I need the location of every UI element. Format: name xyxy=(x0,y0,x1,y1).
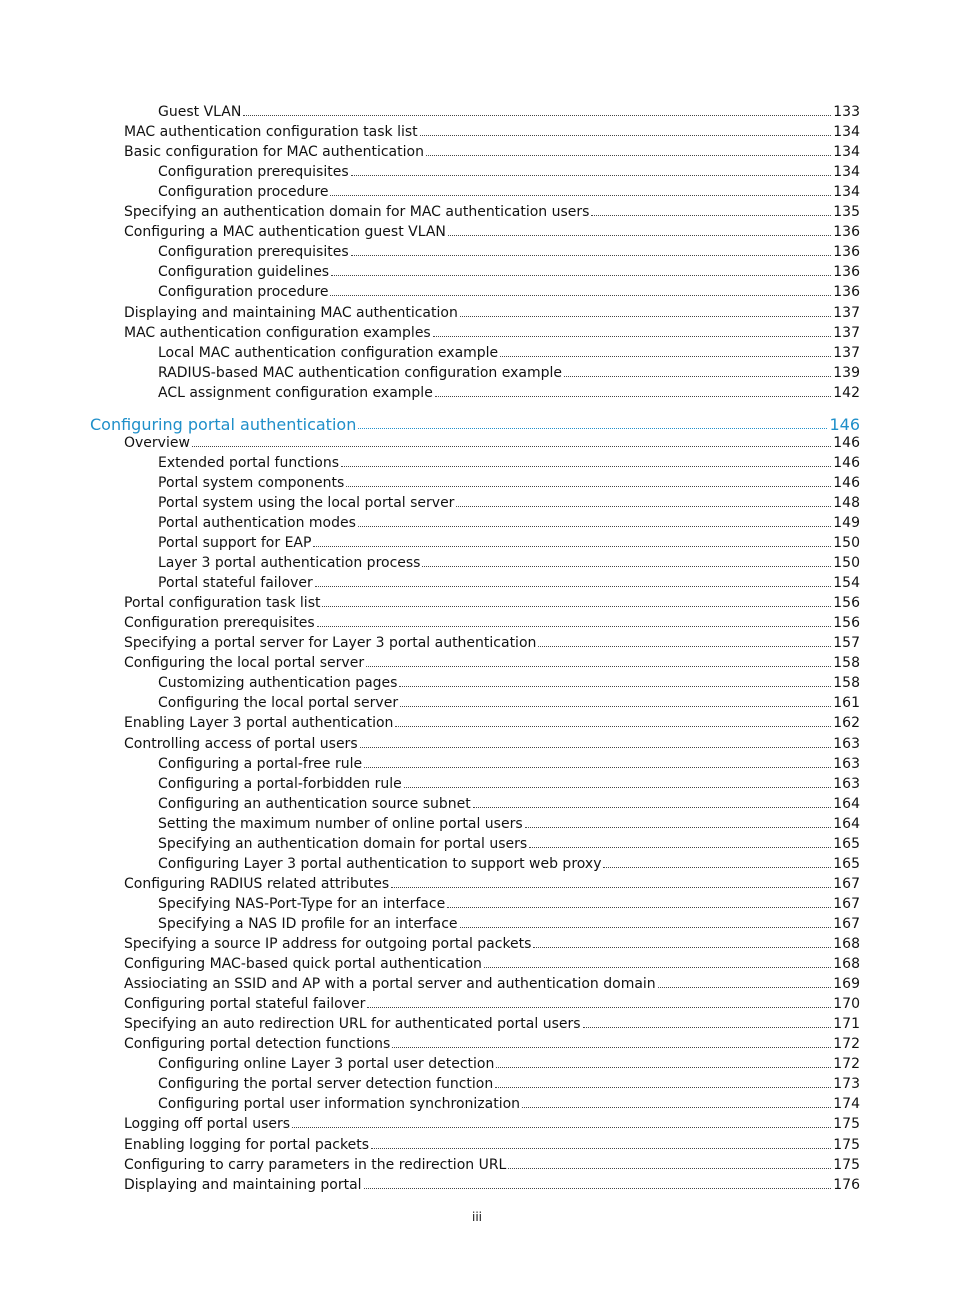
dot-leader xyxy=(292,1127,831,1128)
toc-entry[interactable] xyxy=(124,220,860,240)
toc-entry-title: Portal system using the local portal server xyxy=(158,494,455,511)
toc-entry[interactable] xyxy=(158,341,860,361)
toc-entry[interactable] xyxy=(124,932,860,952)
toc-entry-page: 137 xyxy=(833,304,860,321)
toc-entry-page: 136 xyxy=(833,224,860,241)
toc-entry[interactable] xyxy=(124,321,860,341)
dot-leader xyxy=(538,646,831,647)
dot-leader xyxy=(447,907,831,908)
dot-leader xyxy=(358,526,831,527)
toc-entry-page: 136 xyxy=(833,244,860,261)
toc-entry[interactable] xyxy=(158,531,860,551)
toc-entry[interactable] xyxy=(124,651,860,671)
toc-entry[interactable] xyxy=(124,1112,860,1132)
dot-leader xyxy=(395,726,831,727)
dot-leader xyxy=(422,566,831,567)
toc-entry-title: MAC authentication configuration task list xyxy=(124,124,418,141)
toc-entry-page: 146 xyxy=(833,474,860,491)
toc-entry[interactable] xyxy=(158,100,860,120)
toc-entry-page: 158 xyxy=(833,675,860,692)
dot-leader xyxy=(341,466,831,467)
dot-leader xyxy=(313,546,831,547)
toc-entry[interactable] xyxy=(158,571,860,591)
toc-entry-page: 158 xyxy=(833,655,860,672)
toc-entry-page: 167 xyxy=(833,895,860,912)
dot-leader xyxy=(358,428,827,429)
dot-leader xyxy=(456,506,831,507)
toc-entry[interactable] xyxy=(158,260,860,280)
toc-entry-title: Configuring MAC-based quick portal authentication xyxy=(124,956,482,973)
toc-entry-page: 156 xyxy=(833,615,860,632)
toc-entry-title: Configuring the local portal server xyxy=(158,695,399,712)
dot-leader xyxy=(658,987,832,988)
toc-entry-page: 146 xyxy=(833,434,860,451)
toc-entry[interactable] xyxy=(158,1092,860,1112)
toc-entry-page: 150 xyxy=(833,535,860,551)
dot-leader xyxy=(367,1007,831,1008)
toc-entry-title: Overview xyxy=(124,434,190,451)
toc-entry-page: 165 xyxy=(833,835,860,852)
dot-leader xyxy=(508,1168,831,1169)
toc-entry-title: Specifying a portal server for Layer 3 portal authentication xyxy=(124,635,537,652)
toc-entry-title: Portal support for EAP xyxy=(158,535,312,551)
toc-chapter-entry[interactable] xyxy=(90,411,860,433)
toc-entry-title: Customizing authentication pages xyxy=(158,675,398,692)
dot-leader xyxy=(404,787,832,788)
toc-entry[interactable] xyxy=(158,551,860,571)
dot-leader xyxy=(496,1067,831,1068)
toc-entry-title: Configuring a MAC authentication guest VLAN xyxy=(124,224,446,241)
dot-leader xyxy=(346,486,831,487)
toc-entry-title: Setting the maximum number of online portal users xyxy=(158,815,523,832)
toc-entry-title: Portal configuration task list xyxy=(124,595,321,612)
toc-entry-title: Configuring to carry parameters in the redirection URL xyxy=(124,1156,507,1173)
toc-entry-page: 167 xyxy=(833,875,860,892)
toc-entry-title: Enabling Layer 3 portal authentication xyxy=(124,715,394,732)
dot-leader xyxy=(400,706,831,707)
toc-entry[interactable] xyxy=(124,872,860,892)
dot-leader xyxy=(399,686,831,687)
dot-leader xyxy=(583,1027,832,1028)
toc-entry-title: RADIUS-based MAC authentication configuration example xyxy=(158,364,562,381)
toc-entry-title: Configuration guidelines xyxy=(158,264,330,281)
toc-entry-title: Configuring an authentication source subnet xyxy=(158,795,471,812)
toc-entry-page: 133 xyxy=(833,104,860,120)
dot-leader xyxy=(360,747,832,748)
toc-entry-title: ACL assignment configuration example xyxy=(158,384,433,401)
toc-entry-title: Guest VLAN xyxy=(158,104,242,120)
dot-leader xyxy=(500,356,831,357)
dot-leader xyxy=(364,767,831,768)
dot-leader xyxy=(420,135,832,136)
dot-leader xyxy=(529,847,831,848)
toc-entry-page: 163 xyxy=(833,735,860,752)
toc-entry-page: 139 xyxy=(833,364,860,381)
toc-entry[interactable] xyxy=(158,361,860,381)
toc-entry-page: 172 xyxy=(833,1036,860,1053)
toc-entry-page: 136 xyxy=(833,284,860,301)
toc-entry[interactable] xyxy=(158,812,860,832)
toc-entry[interactable] xyxy=(124,120,860,140)
toc-entry[interactable] xyxy=(124,611,860,631)
toc-entry[interactable] xyxy=(124,952,860,972)
toc-entry[interactable] xyxy=(158,511,860,531)
toc-entry-title: Configuring portal stateful failover xyxy=(124,996,366,1013)
toc-entry[interactable] xyxy=(158,772,860,792)
toc-entry-title: Configuration prerequisites xyxy=(158,244,349,261)
toc-entry-title: Portal system components xyxy=(158,474,345,491)
toc-entry-page: 175 xyxy=(833,1116,860,1133)
toc-entry[interactable] xyxy=(158,852,860,872)
toc-entry-title: Configuring a portal-free rule xyxy=(158,755,363,772)
dot-leader xyxy=(330,195,831,196)
toc-entry-title: Basic configuration for MAC authentication xyxy=(124,144,424,161)
toc-entry[interactable] xyxy=(158,691,860,711)
toc-entry-title: Configuring portal detection functions xyxy=(124,1036,391,1053)
dot-leader xyxy=(564,376,831,377)
toc-entry-title: Configuring the portal server detection function xyxy=(158,1076,494,1093)
dot-leader xyxy=(192,446,831,447)
toc-entry-title: Configuring Layer 3 portal authentication to support web proxy xyxy=(158,855,602,872)
toc-entry-page: 156 xyxy=(833,595,860,612)
toc-entry-page: 169 xyxy=(833,976,860,993)
toc-entry[interactable] xyxy=(124,301,860,321)
toc-entry-title: Controlling access of portal users xyxy=(124,735,358,752)
toc-entry[interactable] xyxy=(158,471,860,491)
toc-entry-title: Enabling logging for portal packets xyxy=(124,1136,369,1153)
toc-entry-page: 136 xyxy=(833,264,860,281)
toc-entry[interactable] xyxy=(124,631,860,651)
toc-entry-page: 163 xyxy=(833,775,860,792)
toc-entry-page: 162 xyxy=(833,715,860,732)
toc-entry-title: Displaying and maintaining MAC authentication xyxy=(124,304,458,321)
toc-entry-page: 170 xyxy=(833,996,860,1013)
page-number: iii xyxy=(471,1210,482,1224)
toc-entry-title: Configuration prerequisites xyxy=(124,615,315,632)
toc-entry-title: Portal authentication modes xyxy=(158,514,356,531)
toc-entry-page: 135 xyxy=(833,204,860,221)
toc-entry-page: 134 xyxy=(833,184,860,201)
toc-entry[interactable] xyxy=(124,431,860,451)
toc-entry[interactable] xyxy=(158,912,860,932)
toc-entry-title: Specifying an auto redirection URL for authenticated portal users xyxy=(124,1016,581,1033)
toc-entry-title: Configuration prerequisites xyxy=(158,164,349,181)
dot-leader xyxy=(460,927,832,928)
toc-entry-page: 172 xyxy=(833,1056,860,1073)
dot-leader xyxy=(448,235,831,236)
dot-leader xyxy=(351,255,832,256)
toc-entry[interactable] xyxy=(124,591,860,611)
toc-entry-page: 171 xyxy=(833,1016,860,1033)
toc-entry[interactable] xyxy=(124,992,860,1012)
toc-entry[interactable] xyxy=(124,200,860,220)
toc-entry-page: 168 xyxy=(833,956,860,973)
toc-entry[interactable] xyxy=(158,752,860,772)
toc-entry[interactable] xyxy=(158,491,860,511)
toc-entry-page: 175 xyxy=(833,1156,860,1173)
dot-leader xyxy=(603,867,831,868)
dot-leader xyxy=(426,155,831,156)
toc-entry-page: 164 xyxy=(833,815,860,832)
toc-entry-title: Specifying an authentication domain for portal users xyxy=(158,835,528,852)
toc-entry[interactable] xyxy=(124,1032,860,1052)
dot-leader xyxy=(243,115,831,116)
toc-entry[interactable] xyxy=(158,1072,860,1092)
dot-leader xyxy=(591,215,831,216)
dot-leader xyxy=(371,1148,831,1149)
toc-entry[interactable] xyxy=(124,1133,860,1153)
dot-leader xyxy=(317,626,832,627)
toc-entry[interactable] xyxy=(158,280,860,300)
toc-entry-page: 154 xyxy=(833,575,860,592)
toc-entry[interactable] xyxy=(124,1153,860,1173)
toc-entry-page: 157 xyxy=(833,635,860,652)
toc-entry-title: Layer 3 portal authentication process xyxy=(158,555,421,572)
toc-entry-page: 134 xyxy=(833,124,860,141)
dot-leader xyxy=(522,1107,831,1108)
toc-entry[interactable] xyxy=(158,160,860,180)
toc-entry[interactable] xyxy=(124,1173,860,1193)
toc-entry-title: Configuring online Layer 3 portal user detection xyxy=(158,1056,495,1073)
toc-entry-title: Specifying a source IP address for outgoing portal packets xyxy=(124,936,532,952)
toc-entry-title: Configuring RADIUS related attributes xyxy=(124,875,390,892)
toc-entry-title: Local MAC authentication configuration example xyxy=(158,344,499,361)
toc-entry-page: 163 xyxy=(833,755,860,772)
toc-entry-page: 146 xyxy=(829,414,860,434)
dot-leader xyxy=(366,666,831,667)
toc-entry-page: 175 xyxy=(833,1136,860,1153)
toc-entry-page: 173 xyxy=(833,1076,860,1093)
toc-entry[interactable] xyxy=(158,832,860,852)
toc-entry[interactable] xyxy=(158,240,860,260)
toc-entry-page: 137 xyxy=(833,324,860,341)
toc-entry-page: 174 xyxy=(833,1096,860,1113)
toc-entry[interactable] xyxy=(158,671,860,691)
toc-entry[interactable] xyxy=(158,451,860,471)
toc-entry-title: Specifying an authentication domain for MAC authentication users xyxy=(124,204,590,221)
toc-entry[interactable] xyxy=(158,180,860,200)
toc-entry-page: 146 xyxy=(833,454,860,471)
dot-leader xyxy=(391,887,831,888)
toc-entry-title: Configuring portal user information synchronization xyxy=(158,1096,521,1113)
dot-leader xyxy=(533,947,831,948)
dot-leader xyxy=(331,275,831,276)
dot-leader xyxy=(315,586,831,587)
toc-entry-title: Displaying and maintaining portal xyxy=(124,1176,362,1193)
toc-entry-title: Portal stateful failover xyxy=(158,575,313,592)
toc-entry-title: Configuring portal authentication xyxy=(90,414,357,434)
toc-entry-title: Assiociating an SSID and AP with a portal server and authentication domain xyxy=(124,976,656,993)
toc-entry-title: Logging off portal users xyxy=(124,1116,291,1133)
toc-entry-page: 134 xyxy=(833,164,860,181)
toc-entry-title: Specifying NAS-Port-Type for an interface xyxy=(158,895,446,912)
dot-leader xyxy=(495,1087,831,1088)
dot-leader xyxy=(330,295,831,296)
toc-entry[interactable] xyxy=(124,1012,860,1032)
toc-entry[interactable] xyxy=(124,140,860,160)
toc-entry-title: Configuring the local portal server xyxy=(124,655,365,672)
dot-leader xyxy=(433,336,832,337)
toc-entry[interactable] xyxy=(124,711,860,731)
dot-leader xyxy=(364,1188,832,1189)
toc-entry-page: 148 xyxy=(833,494,860,511)
toc-entry-page: 137 xyxy=(833,344,860,361)
toc-entry-page: 176 xyxy=(833,1176,860,1193)
toc-entry-page: 161 xyxy=(833,695,860,712)
toc-entry-title: Specifying a NAS ID profile for an interface xyxy=(158,915,458,932)
toc-entry-title: MAC authentication configuration examples xyxy=(124,324,431,341)
toc-entry-page: 134 xyxy=(833,144,860,161)
toc-entry[interactable] xyxy=(124,732,860,752)
toc-entry-page: 149 xyxy=(833,514,860,531)
dot-leader xyxy=(525,827,832,828)
dot-leader xyxy=(392,1047,831,1048)
dot-leader xyxy=(322,606,831,607)
toc-entry-page: 168 xyxy=(833,936,860,952)
toc-entry-page: 164 xyxy=(833,795,860,812)
toc-entry[interactable] xyxy=(124,972,860,992)
toc-entry-title: Configuring a portal-forbidden rule xyxy=(158,775,402,792)
toc-entry[interactable] xyxy=(158,1052,860,1072)
toc-entry[interactable] xyxy=(158,892,860,912)
toc-entry-title: Extended portal functions xyxy=(158,454,340,471)
toc-entry-page: 167 xyxy=(833,915,860,932)
toc-entry-title: Configuration procedure xyxy=(158,184,329,201)
dot-leader xyxy=(460,316,831,317)
toc-entry-title: Configuration procedure xyxy=(158,284,329,301)
toc-entry[interactable] xyxy=(158,792,860,812)
dot-leader xyxy=(351,175,832,176)
toc-entry-page: 150 xyxy=(833,555,860,572)
dot-leader xyxy=(435,396,831,397)
toc-entry-page: 142 xyxy=(833,384,860,401)
dot-leader xyxy=(484,967,831,968)
toc-entry-page: 165 xyxy=(833,855,860,872)
toc-entry[interactable] xyxy=(158,381,860,401)
dot-leader xyxy=(473,807,832,808)
